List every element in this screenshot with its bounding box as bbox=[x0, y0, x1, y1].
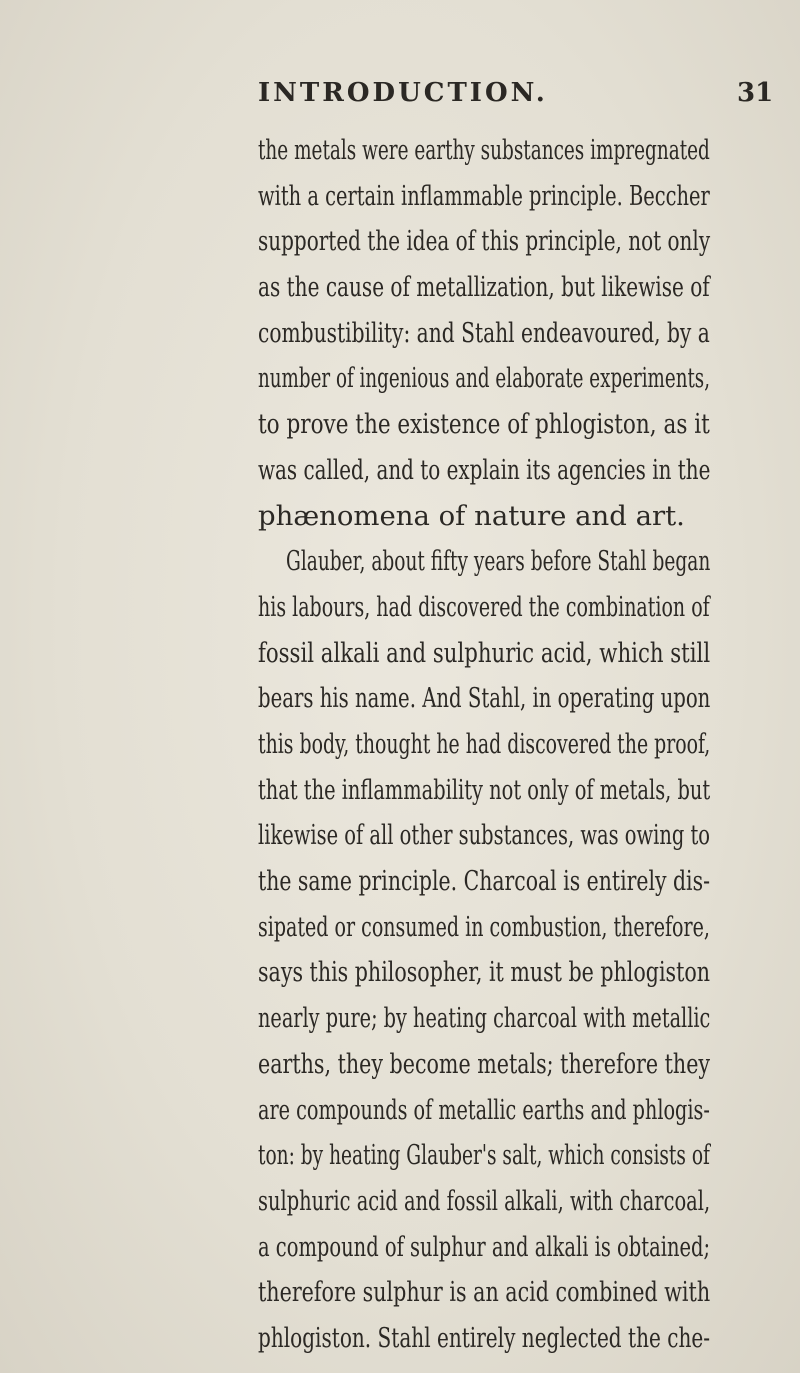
text-line: sulphuric acid and fossil alkali, with charcoal, bbox=[258, 1185, 711, 1217]
text-line: the metals were earthy substances impregnated bbox=[258, 134, 710, 166]
text-line: as the cause of metallization, but likewise of bbox=[258, 271, 710, 303]
text-line: supported the idea of this principle, not only bbox=[258, 225, 711, 257]
text-line: likewise of all other substances, was owing to bbox=[258, 819, 711, 851]
text-line: that the inflammability not only of metals, but bbox=[258, 774, 711, 806]
page-number: 31 bbox=[737, 78, 774, 108]
text-line: a compound of sulphur and alkali is obtained; bbox=[258, 1231, 711, 1263]
text-line: his labours, had discovered the combination of bbox=[258, 591, 710, 623]
text-line: fossil alkali and sulphuric acid, which still bbox=[258, 637, 711, 669]
text-line: bears his name. And Stahl, in operating upon bbox=[258, 682, 711, 714]
text-line: this body, thought he had discovered the proof, bbox=[258, 728, 711, 760]
text-line: phlogiston. Stahl entirely neglected the che- bbox=[258, 1322, 711, 1354]
text-line: to prove the existence of phlogiston, as it bbox=[258, 408, 710, 440]
text-line: earths, they become metals; therefore they bbox=[258, 1048, 711, 1080]
text-line: are compounds of metallic earths and phlogis- bbox=[258, 1094, 710, 1126]
text-line: sipated or consumed in combustion, therefore, bbox=[258, 911, 710, 943]
text-line: number of ingenious and elaborate experiments, bbox=[258, 362, 711, 394]
text-line: therefore sulphur is an acid combined with bbox=[258, 1276, 711, 1308]
text-line: with a certain inflammable principle. Beccher bbox=[258, 180, 710, 212]
text-line: ton: by heating Glauber's salt, which consists of bbox=[258, 1139, 710, 1171]
text-line: says this philosopher, it must be phlogiston bbox=[258, 956, 711, 988]
running-head: INTRODUCTION. bbox=[258, 78, 548, 108]
text-line: Glauber, about fifty years before Stahl began bbox=[286, 545, 711, 577]
text-line: nearly pure; by heating charcoal with metallic bbox=[258, 1002, 711, 1034]
text-line: the same principle. Charcoal is entirely dis- bbox=[258, 865, 710, 897]
text-line: was called, and to explain its agencies in the bbox=[258, 454, 711, 486]
text-line: combustibility: and Stahl endeavoured, by a bbox=[258, 317, 710, 349]
text-line: phænomena of nature and art. bbox=[258, 500, 685, 532]
